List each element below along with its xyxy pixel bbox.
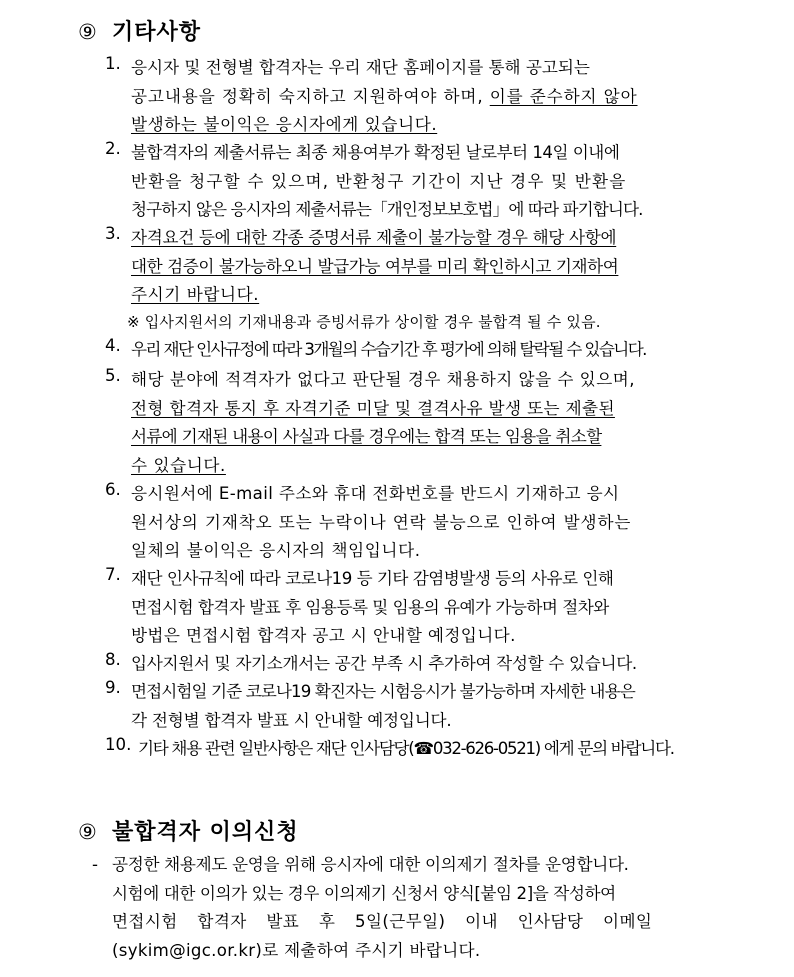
item-line: 주시기 바랍니다. [131,285,260,305]
item-line: 원서상의 기재착오 또는 누락이나 연락 불능으로 인하여 발생하는 [131,512,632,532]
item-number: 5. [105,366,121,385]
item-number: 4. [105,336,121,355]
footnote: ※ 입사지원서의 기재내용과 증빙서류가 상이할 경우 불합격 될 수 있음. [127,313,601,331]
item-line [131,111,720,140]
item-line: 시험에 대한 이의가 있는 경우 이의제기 신청서 양식[붙임 2]을 작성하여 [112,883,616,903]
item-number: 7. [105,565,121,584]
dash-bullet: - [92,855,98,874]
item-line: 응시자 및 전형별 합격자는 우리 재단 홈페이지를 통해 공고되는 [131,58,590,77]
list-item-4 [105,336,720,365]
section-heading-appeal [78,817,299,848]
item-line: 우리 재단 인사규정에 따라 3개월의 수습기간 후 평가에 의해 탈락될 수 있습니다. [131,340,646,359]
item-number: 3. [105,224,121,243]
item-line: 해당 분야에 적격자가 없다고 판단될 경우 채용하지 않을 수 있으며, [131,370,636,389]
appeal-description [92,851,720,965]
list-item-5 [105,366,720,480]
item-line: 전형 합격자 통지 후 자격기준 미달 및 결격사유 발생 또는 제출된 [131,398,615,418]
item-line: 면접시험 합격자 발표 후 5일(근무일) 이내 인사담당 이메일 [112,912,653,932]
section-heading-etc [78,17,201,48]
list-item-8 [105,650,720,679]
item-line: 각 전형별 합격자 발표 시 안내할 예정입니다. [131,710,452,730]
item-line: 서류에 기재된 내용이 사실과 다를 경우에는 합격 또는 임용을 취소할 [131,427,602,447]
list-item-6 [105,480,720,566]
item-line: 입사지원서 및 자기소개서는 공간 부족 시 추가하여 작성할 수 있습니다. [131,654,637,673]
circled-number-icon: ⑨ [78,820,98,844]
item-line: 재단 인사규칙에 따라 코로나19 등 기타 감염병발생 등의 사유로 인해 [131,569,614,588]
item-line: 응시원서에 E-mail 주소와 휴대 전화번호를 반드시 기재하고 응시 [131,484,620,503]
item-line: 대한 검증이 불가능하오니 발급가능 여부를 미리 확인하시고 기재하여 [131,256,619,276]
underlined-text: 이를 준수하지 않아 [489,86,638,106]
circled-number-icon: ⑨ [78,20,98,44]
section-title: 기타사항 [112,20,202,45]
item-number: 6. [105,480,121,499]
list-item-10 [105,735,720,764]
list-item-9 [105,678,720,735]
section-title: 불합격자 이의신청 [112,820,299,845]
item-line: 면접시험 합격자 발표 후 임용등록 및 임용의 유예가 가능하며 절차와 [131,597,609,617]
item-line: 기타 채용 관련 일반사항은 재단 인사담당(☎032-626-0521) 에게 문의 바랍니다. [138,739,674,758]
item-line: 불합격자의 제출서류는 최종 채용여부가 확정된 날로부터 14일 이내에 [131,143,620,162]
item-number: 8. [105,650,121,669]
list-item-2 [105,139,720,225]
item-line: 공고내용을 정확히 숙지하고 지원하여야 하며, 이를 준수하지 않아 [131,83,720,112]
item-line: 공정한 채용제도 운영을 위해 응시자에 대한 이의제기 절차를 운영합니다. [112,855,629,874]
item-number: 1. [105,54,121,73]
item-line: 반환을 청구할 수 있으며, 반환청구 기간이 지난 경우 및 반환을 [131,171,627,191]
item-line: 방법은 면접시험 합격자 공고 시 안내할 예정입니다. [131,626,516,646]
item-line: 수 있습니다. [131,455,226,475]
item-line: 일체의 불이익은 응시자의 책임입니다. [131,541,421,561]
underlined-text: 발생하는 불이익은 응시자에게 있습니다. [131,115,438,135]
list-item-3 [105,224,720,310]
item-number: 9. [105,678,121,697]
item-line: 면접시험일 기준 코로나19 확진자는 시험응시가 불가능하며 자세한 내용은 [131,682,635,701]
list-item-7 [105,565,720,651]
item-number: 2. [105,139,121,158]
item-line: 자격요건 등에 대한 각종 증명서류 제출이 불가능할 경우 해당 사항에 [131,228,617,247]
list-item-1 [105,54,720,140]
item-line: (sykim@igc.or.kr)로 제출하여 주시기 바랍니다. [112,940,481,960]
item-line: 청구하지 않은 응시자의 제출서류는「개인정보보호법」에 따라 파기합니다. [131,200,643,220]
item-number: 10. [105,735,132,754]
